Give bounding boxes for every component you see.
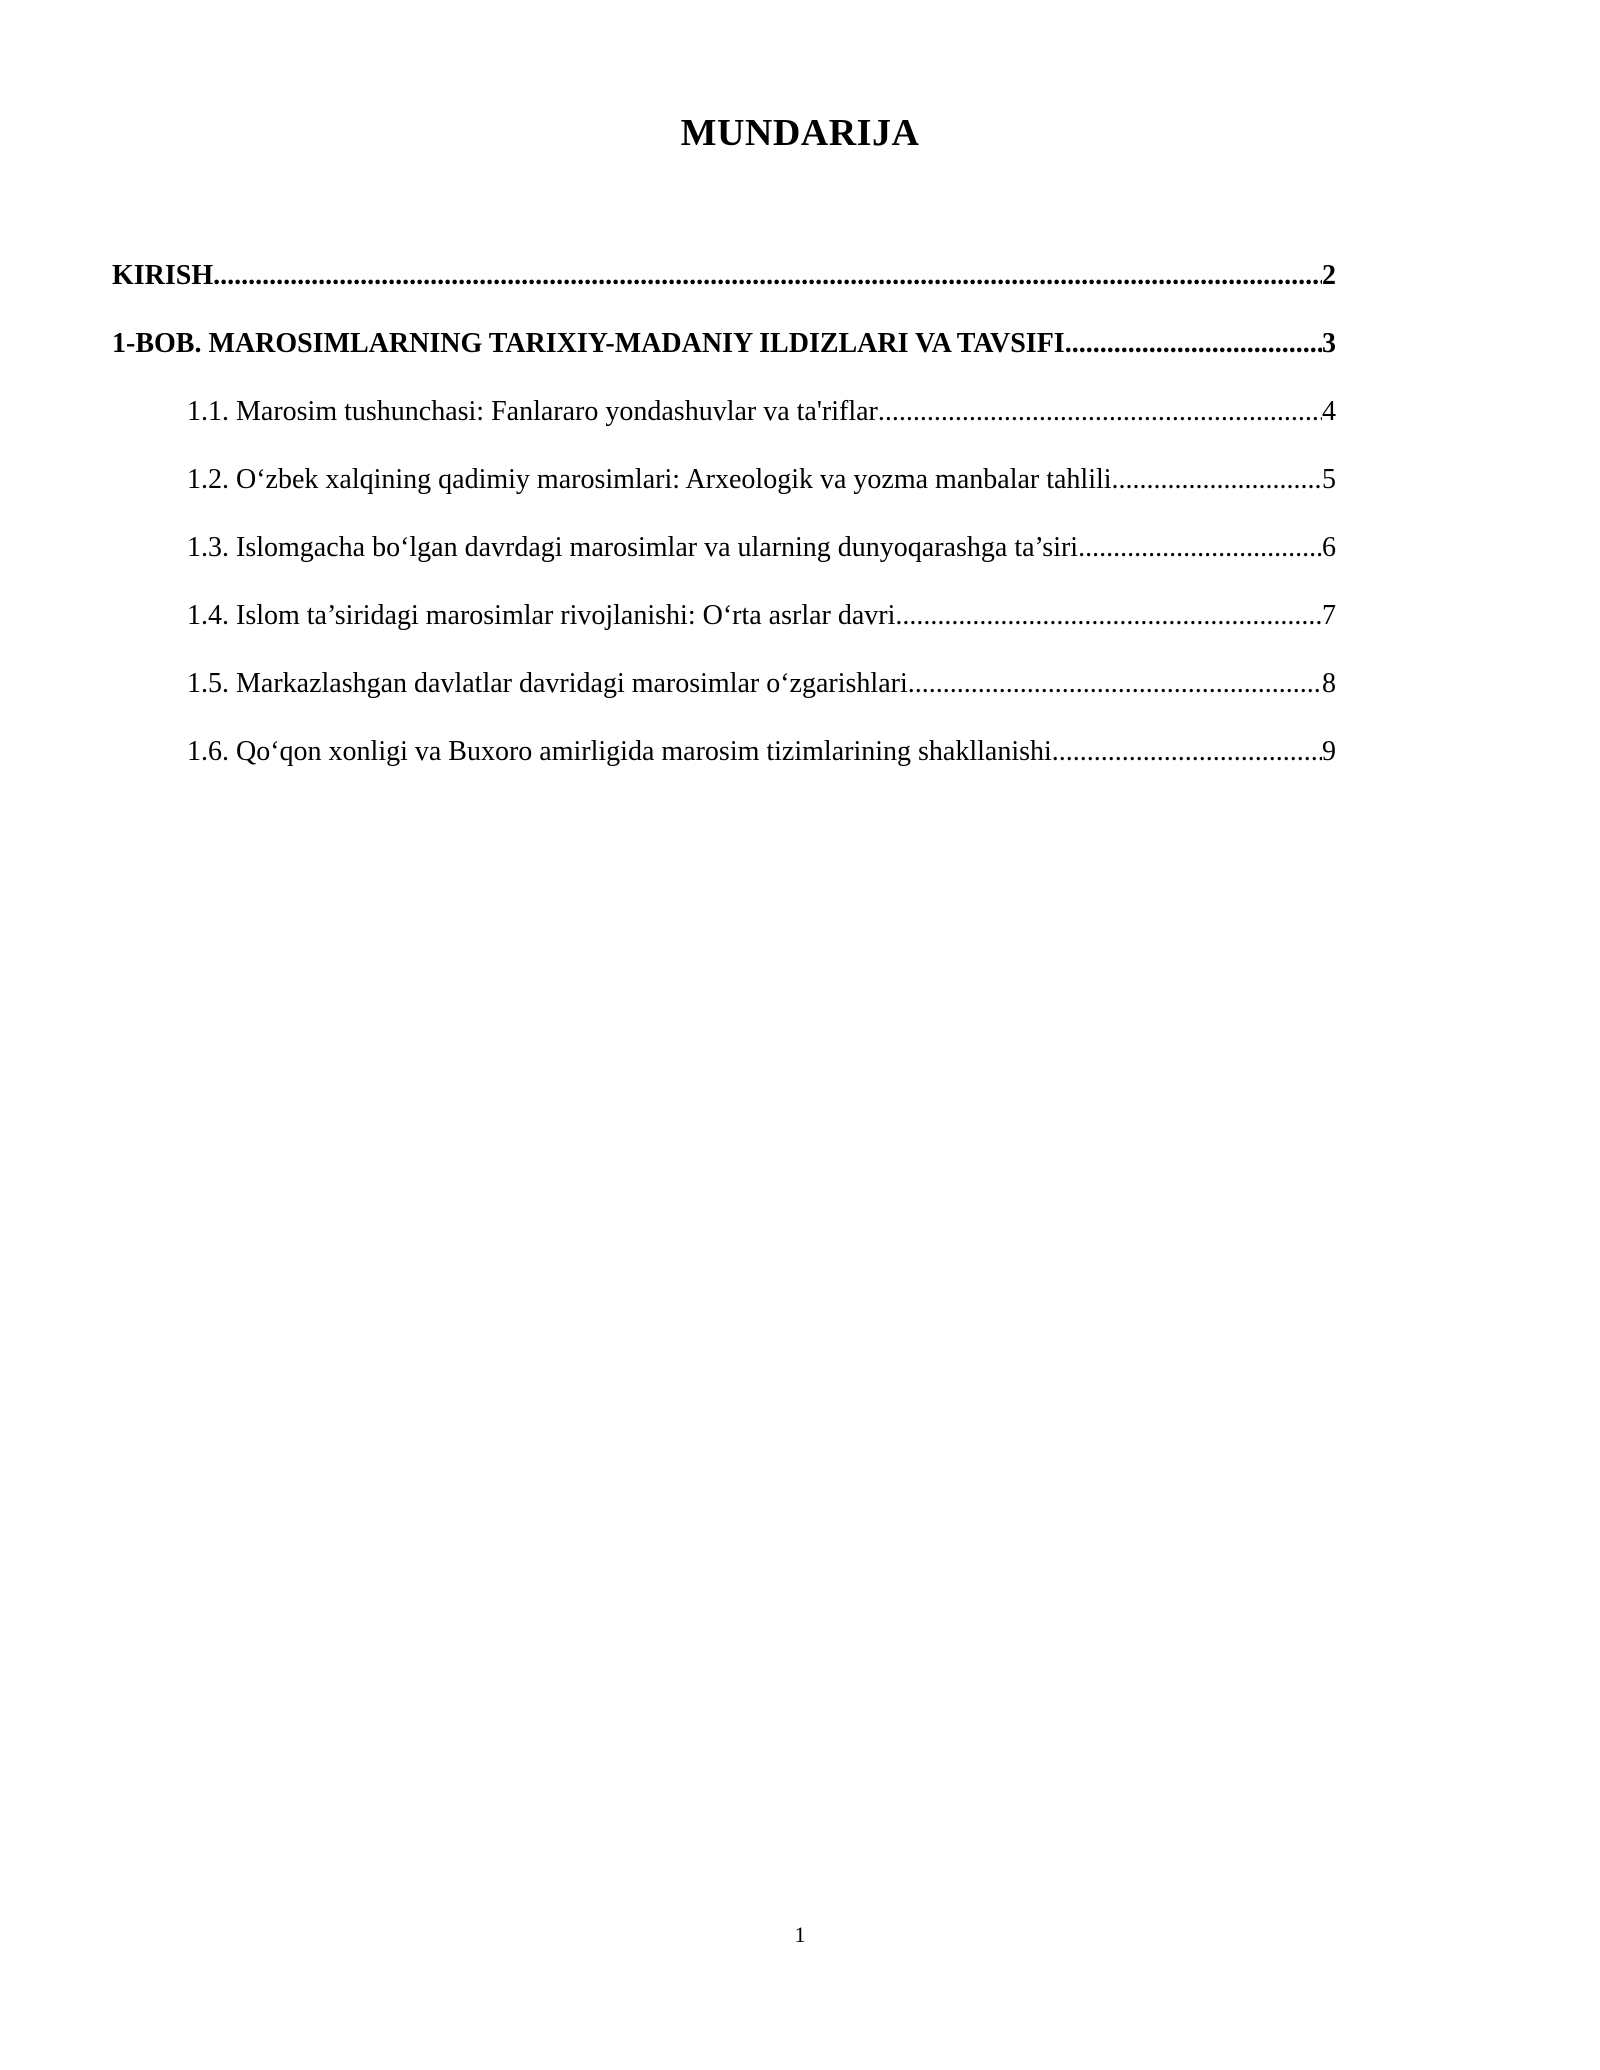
toc-dot-leader [1065,322,1322,366]
toc-entry-section-1-5[interactable] [112,662,1336,730]
toc-dot-leader [1078,526,1322,570]
toc-dot-leader [878,390,1322,434]
toc-entry-page: 3 [1322,328,1336,359]
table-of-contents [112,254,1336,798]
toc-entry-section-1-3[interactable] [112,526,1336,594]
toc-dot-leader [1052,730,1322,774]
page-number: 1 [794,1922,806,1947]
toc-entry-text: KIRISH [112,260,214,291]
toc-entry-section-1-6[interactable] [112,730,1336,798]
toc-dot-leader [213,254,1322,298]
toc-entry-kirish[interactable] [112,254,1336,322]
toc-dot-leader [1112,458,1322,502]
toc-entry-section-1-4[interactable] [112,594,1336,662]
toc-entry-page: 5 [1322,464,1336,495]
toc-entry-page: 4 [1322,396,1336,427]
toc-entry-page: 7 [1322,600,1336,631]
toc-dot-leader [895,594,1322,638]
toc-entry-page: 9 [1322,736,1336,767]
toc-entry-page: 6 [1322,532,1336,563]
toc-entry-section-1-1[interactable] [112,390,1336,458]
toc-entry-text: 1.1. Marosim tushunchasi: Fanlararo yondashuvlar va ta'riflar [187,396,878,427]
toc-entry-section-1-2[interactable] [112,458,1336,526]
toc-entry-chapter-1[interactable] [112,322,1336,390]
toc-dot-leader [908,662,1322,706]
toc-entry-text: 1.2. O‘zbek xalqining qadimiy marosimlari: Arxeologik va yozma manbalar tahlili [187,464,1112,495]
toc-entry-text: 1-BOB. MAROSIMLARNING TARIXIY-MADANIY ILDIZLARI VA TAVSIFI [112,328,1065,359]
toc-entry-text: 1.4. Islom ta’siridagi marosimlar rivojlanishi: O‘rta asrlar davri [187,600,896,631]
toc-entry-text: 1.6. Qo‘qon xonligi va Buxoro amirligida marosim tizimlarining shakllanishi [187,736,1052,767]
document-title: MUNDARIJA [680,112,920,154]
toc-entry-page: 2 [1322,260,1336,291]
toc-entry-page: 8 [1322,668,1336,699]
toc-entry-text: 1.3. Islomgacha bo‘lgan davrdagi marosimlar va ularning dunyoqarashga ta’siri [187,532,1079,563]
toc-entry-text: 1.5. Markazlashgan davlatlar davridagi marosimlar o‘zgarishlari [187,668,908,699]
